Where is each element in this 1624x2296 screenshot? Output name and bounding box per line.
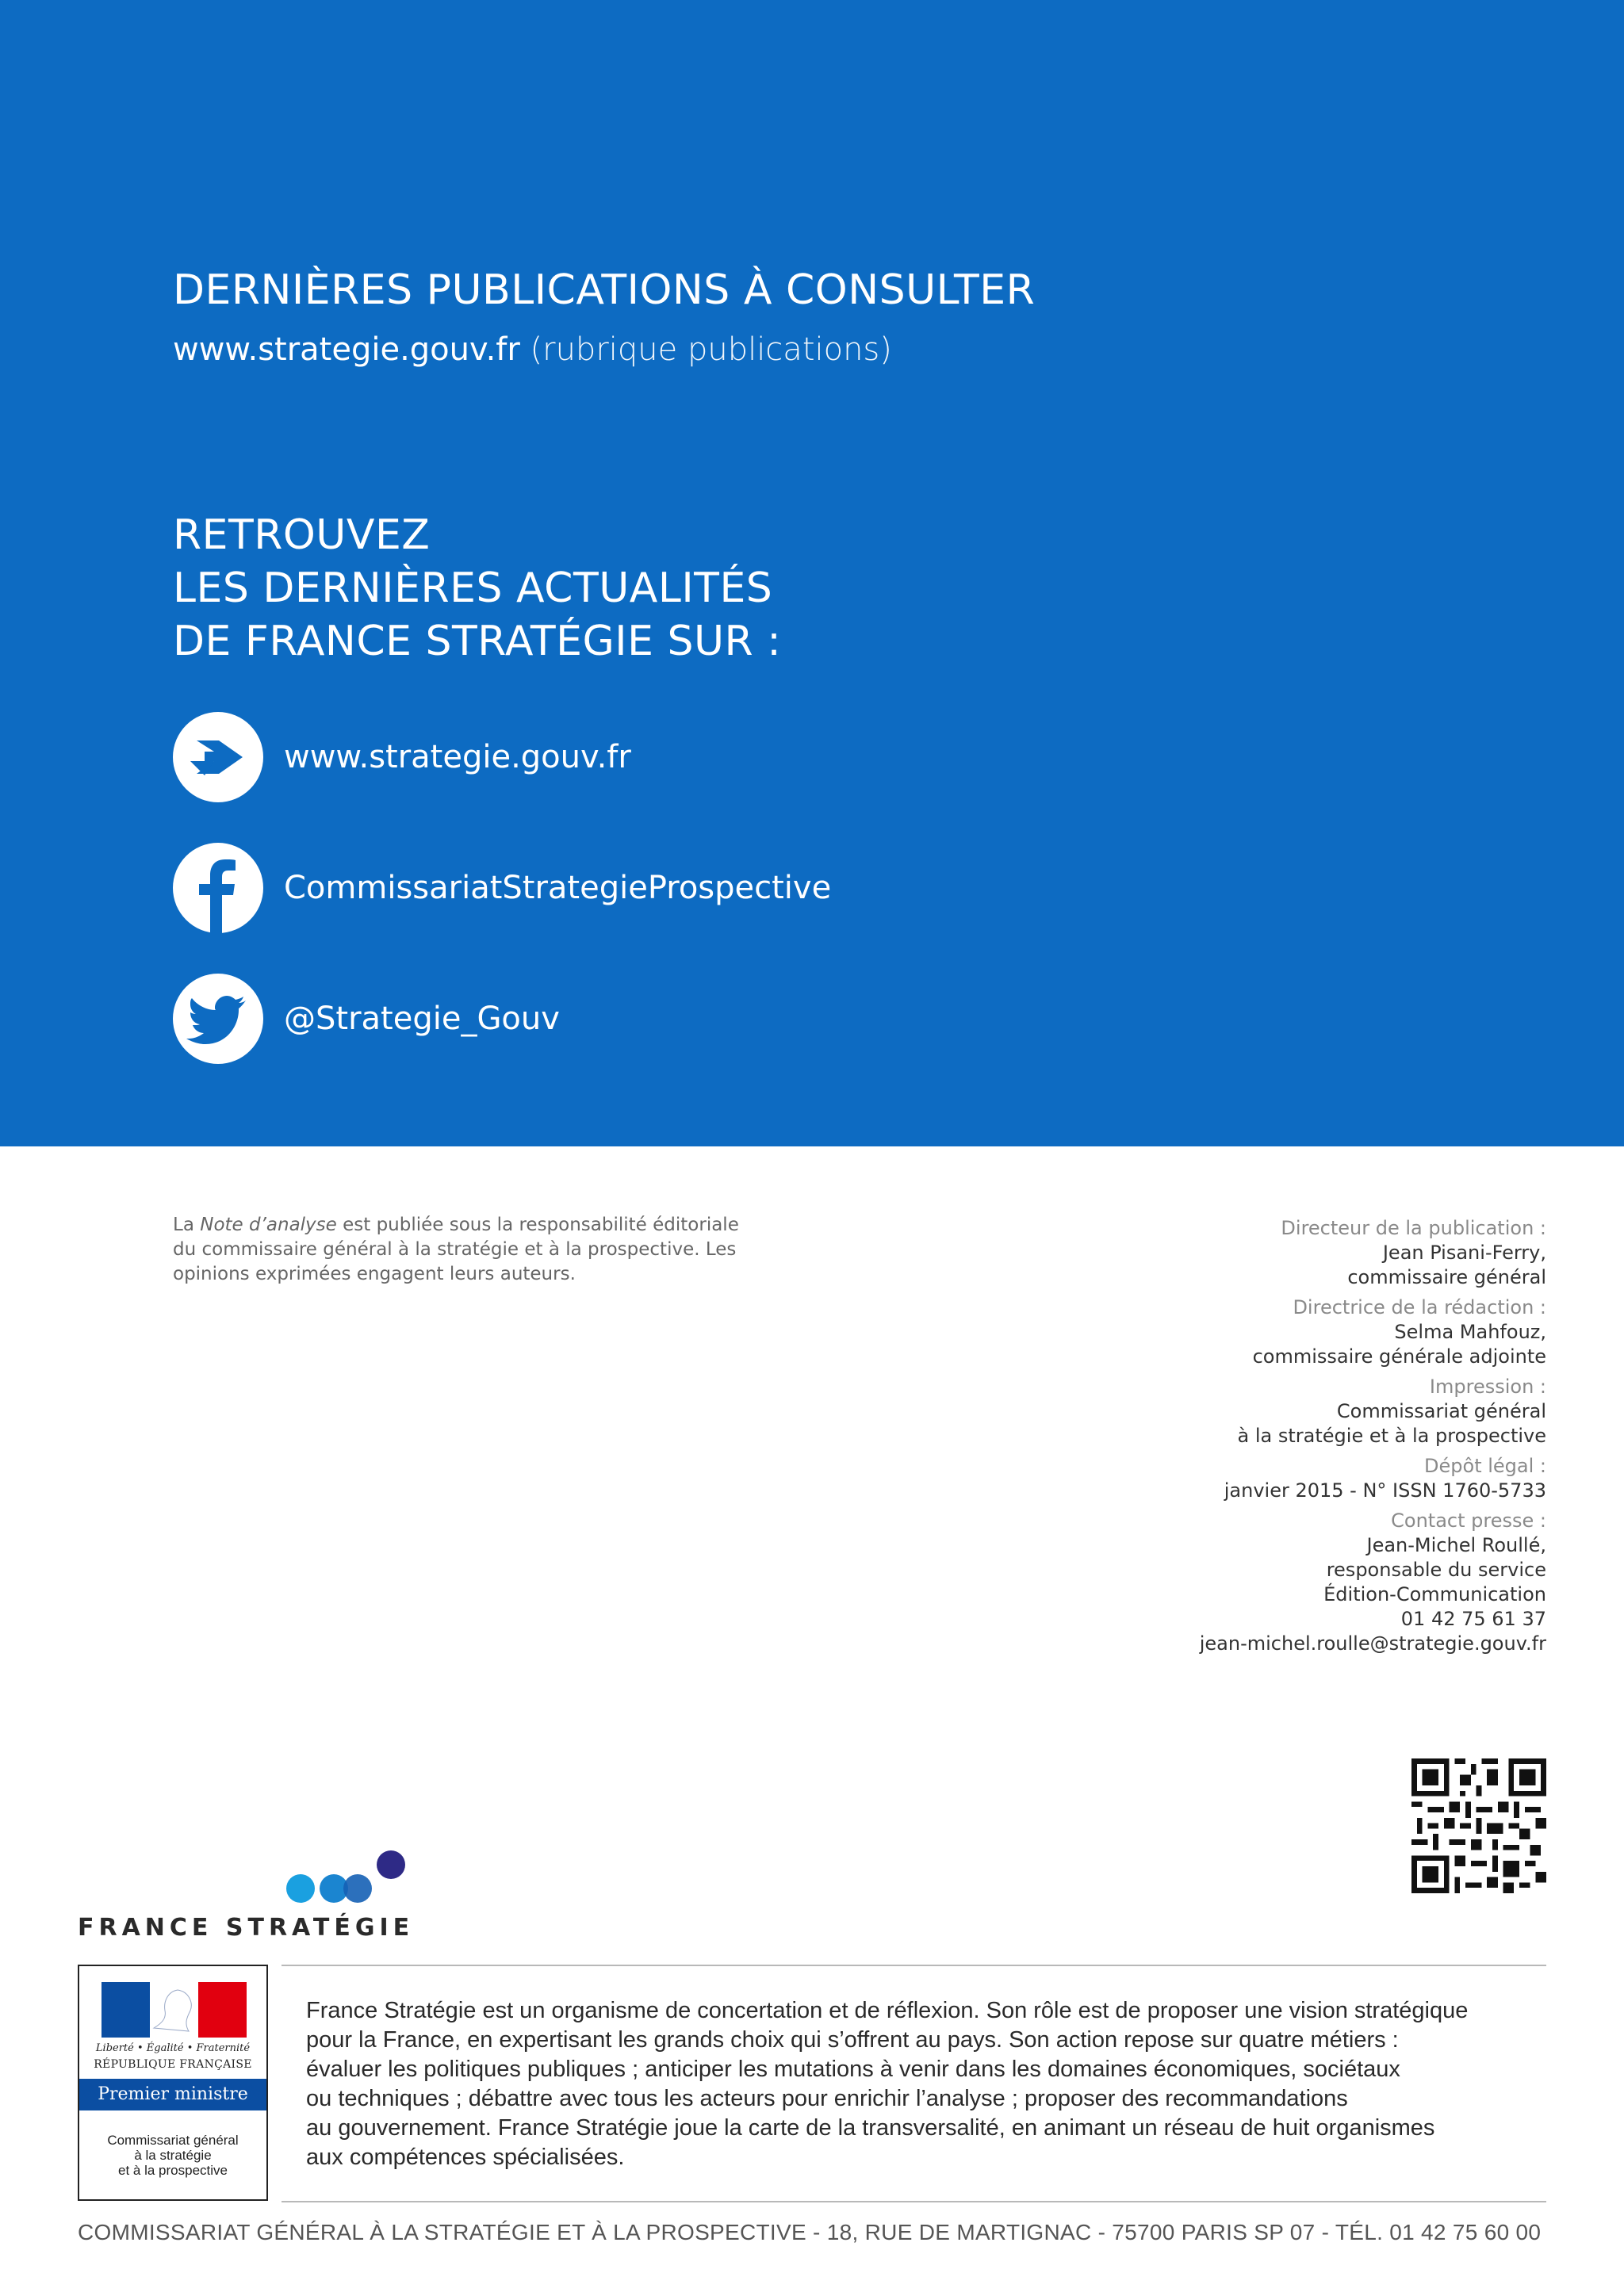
cgsp-name: [79, 2133, 266, 2178]
prime-minister-band: Premier ministre: [79, 2079, 266, 2110]
credit-label: Dépôt légal :: [1424, 1455, 1546, 1477]
about-line: aux compétences spécialisées.: [306, 2145, 625, 2170]
publications-heading: DERNIÈRES PUBLICATIONS À CONSULTER: [173, 266, 1036, 314]
about-line: pour la France, en expertisant les grands choix qui s’offrent au pays. Son action repose sur quatre métiers :: [306, 2027, 1399, 2053]
republic-motto: Liberté • Égalité • Fraternité: [95, 2042, 251, 2054]
credit-value: Selma Mahfouz,: [1394, 1321, 1546, 1343]
publications-link[interactable]: [173, 331, 892, 368]
social-label-website[interactable]: www.strategie.gouv.fr: [284, 739, 631, 775]
social-link-facebook[interactable]: [173, 843, 831, 933]
strategie-arrow-icon: [173, 712, 263, 802]
news-heading-line: DE FRANCE STRATÉGIE SUR :: [173, 618, 782, 665]
about-line: France Stratégie est un organisme de concertation et de réflexion. Son rôle est de proposer une vision stratégique: [306, 1998, 1469, 2023]
french-flag-icon: [102, 1982, 247, 2038]
divider: [282, 1965, 1546, 1966]
publication-credits: [991, 1216, 1546, 1662]
cgsp-line: et à la prospective: [118, 2163, 228, 2178]
divider: [282, 2201, 1546, 2202]
news-heading-line: LES DERNIÈRES ACTUALITÉS: [173, 564, 773, 612]
france-strategie-dots-logo: [282, 1849, 456, 1904]
credit-director: [991, 1216, 1546, 1290]
credit-label: Impression :: [1429, 1376, 1546, 1398]
credit-editor: [991, 1295, 1546, 1369]
france-strategie-wordmark: FRANCE STRATÉGIE: [78, 1914, 415, 1942]
social-link-twitter[interactable]: [173, 974, 560, 1064]
twitter-icon: [173, 974, 263, 1064]
about-france-strategie: [306, 1996, 1551, 2172]
blue-header-panel: [0, 0, 1624, 1146]
credit-value: commissaire général: [1347, 1266, 1546, 1288]
social-link-website[interactable]: [173, 712, 631, 802]
about-line: au gouvernement. France Stratégie joue la carte de la transversalité, en animant un réseau de huit organismes: [306, 2115, 1435, 2141]
credit-label: Contact presse :: [1391, 1510, 1546, 1532]
social-label-twitter[interactable]: @Strategie_Gouv: [284, 1001, 560, 1037]
social-label-facebook[interactable]: CommissariatStrategieProspective: [284, 870, 832, 906]
qr-code[interactable]: [1411, 1758, 1546, 1893]
about-line: ou techniques ; débattre avec tous les acteurs pour enrichir l’analyse ; proposer des recommandations: [306, 2086, 1348, 2111]
credit-value: responsable du service: [1326, 1559, 1546, 1581]
credit-value: Jean-Michel Roullé,: [1366, 1534, 1546, 1556]
republic-name: RÉPUBLIQUE FRANÇAISE: [94, 2058, 252, 2071]
news-heading-line: RETROUVEZ: [173, 511, 431, 559]
credit-legal-deposit: [991, 1454, 1546, 1503]
credit-value: janvier 2015 - N° ISSN 1760-5733: [1224, 1479, 1546, 1502]
credit-press-contact: [991, 1509, 1546, 1656]
publications-url-note: (rubrique publications): [530, 331, 892, 368]
credit-value: Commissariat général: [1336, 1400, 1546, 1422]
credit-value: Jean Pisani-Ferry,: [1382, 1242, 1546, 1264]
credit-email[interactable]: jean-michel.roulle@strategie.gouv.fr: [1199, 1632, 1546, 1655]
facebook-icon: [173, 843, 263, 933]
disclaimer-prefix: La: [173, 1215, 201, 1235]
credit-value: à la stratégie et à la prospective: [1237, 1425, 1546, 1447]
credit-phone: 01 42 75 61 37: [1400, 1608, 1546, 1630]
cgsp-line: à la stratégie: [134, 2148, 212, 2163]
footer-address: COMMISSARIAT GÉNÉRAL À LA STRATÉGIE ET À LA PROSPECTIVE - 18, RUE DE MARTIGNAC - 75700 PARIS SP 07 - TÉL. 01 42 75 60 00: [78, 2220, 1542, 2244]
cgsp-line: Commissariat général: [107, 2133, 239, 2148]
about-line: évaluer les politiques publiques ; anticiper les mutations à venir dans les domaines économiques, sociétaux: [306, 2057, 1400, 2082]
credit-printing: [991, 1375, 1546, 1448]
marianne-logo: [78, 1965, 268, 2201]
credit-label: Directrice de la rédaction :: [1293, 1296, 1546, 1318]
disclaimer-title: Note d’analyse: [200, 1215, 337, 1235]
publications-url[interactable]: www.strategie.gouv.fr: [173, 331, 520, 368]
credit-label: Directeur de la publication :: [1281, 1217, 1546, 1239]
editorial-disclaimer: [173, 1213, 744, 1287]
disclaimer-text: est publiée sous la responsabilité éditoriale du commissaire général à la stratégie et à la prospective. Les opinions exprimées engagent leurs auteurs.: [173, 1215, 739, 1284]
news-heading: [173, 509, 781, 668]
credit-value: Édition-Communication: [1323, 1583, 1546, 1605]
credit-value: commissaire générale adjointe: [1252, 1345, 1546, 1368]
